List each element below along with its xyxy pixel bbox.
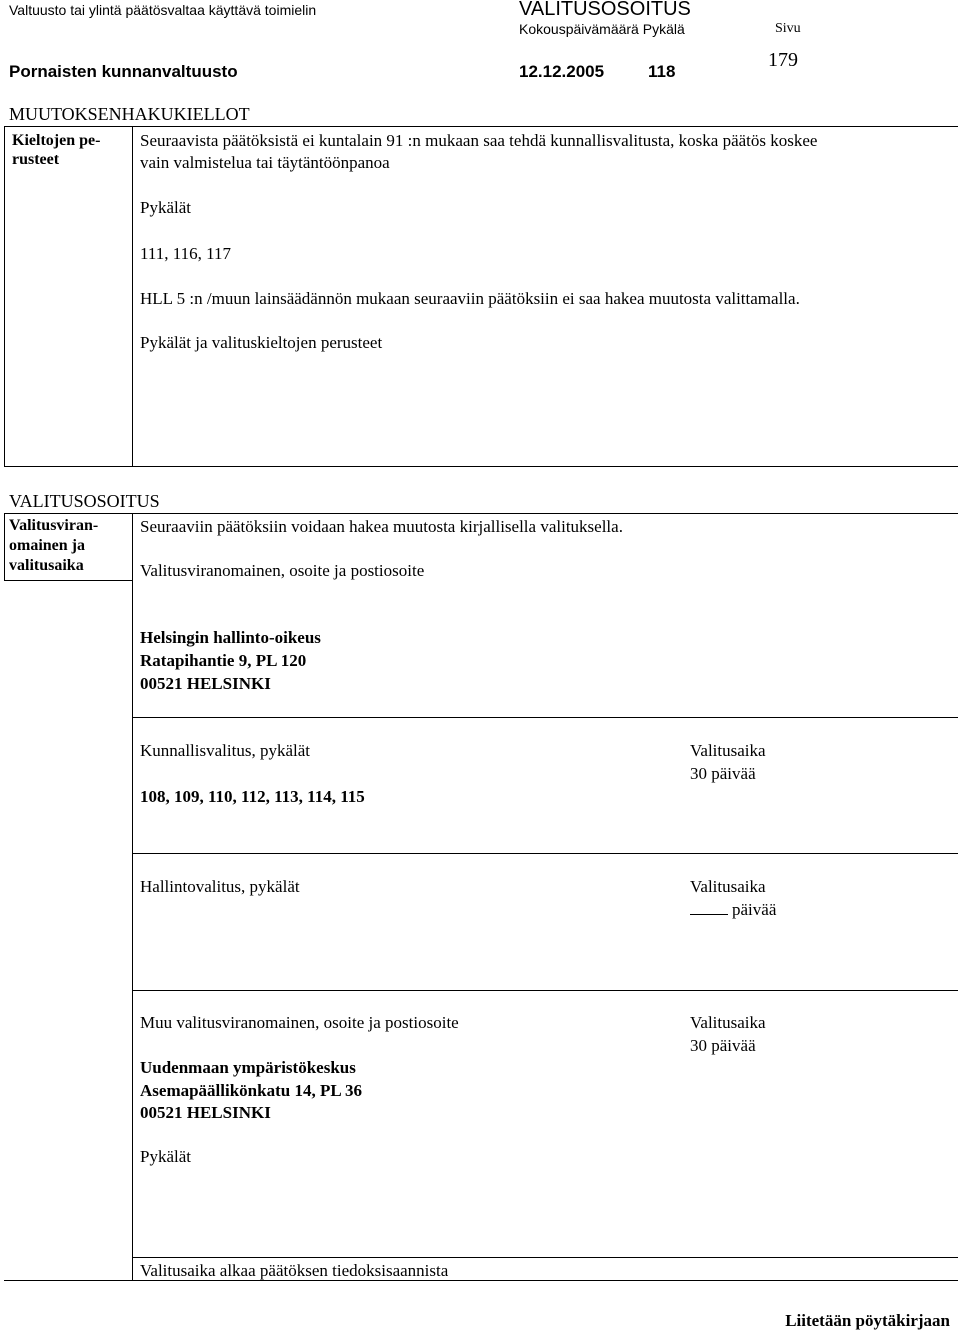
appeal-side-label-box-bottom	[4, 580, 133, 581]
prohibitions-column-divider	[132, 126, 133, 467]
other-block-top-border	[132, 990, 958, 991]
page-number: 179	[768, 49, 798, 71]
admin-block-top-border	[132, 853, 958, 854]
appeal-heading: VALITUSOSOITUS	[9, 491, 160, 511]
appeal-column-divider	[132, 513, 133, 1281]
prohibitions-sections-value: 111, 116, 117	[140, 244, 231, 263]
other-authority-label: Muu valitusviranomainen, osoite ja postiosoite	[140, 1013, 459, 1032]
municipal-appeal-label: Kunnallisvalitus, pykälät	[140, 741, 310, 760]
municipal-time-value: 30 päivää	[690, 764, 756, 783]
other-authority-street: Asemapäällikönkatu 14, PL 36	[140, 1081, 362, 1100]
authority-city: 00521 HELSINKI	[140, 674, 271, 693]
prohibitions-intro-line-2: vain valmistelua tai täytäntöönpanoa	[140, 153, 390, 172]
appeal-side-label-2: omainen ja	[9, 537, 85, 554]
other-time-value: 30 päivää	[690, 1036, 756, 1055]
prohibitions-left-border	[4, 126, 5, 467]
appeal-side-label-3: valitusaika	[9, 557, 84, 574]
municipal-block-top-border	[132, 717, 958, 718]
prohibitions-sections-label: Pykälät	[140, 198, 191, 217]
organ-type-label: Valtuusto tai ylintä päätösvaltaa käyttävä toimielin	[9, 2, 317, 18]
other-time-label: Valitusaika	[690, 1013, 766, 1032]
prohibitions-top-border	[4, 126, 958, 127]
document-title: VALITUSOSOITUS	[519, 0, 691, 20]
other-authority-city: 00521 HELSINKI	[140, 1103, 271, 1122]
admin-appeal-label: Hallintovalitus, pykälät	[140, 877, 300, 896]
other-sections-label: Pykälät	[140, 1147, 191, 1166]
admin-time-row	[690, 900, 776, 920]
prohibitions-side-label-2: rusteet	[12, 151, 60, 168]
prohibitions-heading: MUUTOKSENHAKUKIELLOT	[9, 104, 250, 124]
authority-label: Valitusviranomainen, osoite ja postiosoite	[140, 561, 425, 580]
prohibitions-intro-line-1: Seuraavista päätöksistä ei kuntalain 91 :n mukaan saa tehdä kunnallisvalitusta, koska päätös koskee	[140, 131, 818, 150]
hll-statement: HLL 5 :n /muun lainsäädännön mukaan seuraaviin päätöksiin ei saa hakea muutosta valittamalla.	[140, 289, 800, 308]
section-number: 118	[648, 62, 676, 81]
authority-street: Ratapihantie 9, PL 120	[140, 651, 307, 670]
appeal-side-label-1: Valitusviran-	[9, 517, 99, 534]
admin-time-label: Valitusaika	[690, 877, 766, 896]
page-label: Sivu	[775, 21, 801, 36]
sections-grounds-label: Pykälät ja valituskieltojen perusteet	[140, 333, 383, 352]
appeal-intro: Seuraaviin päätöksiin voidaan hakea muutosta kirjallisella valituksella.	[140, 517, 623, 536]
municipal-time-label: Valitusaika	[690, 741, 766, 760]
authority-name: Helsingin hallinto-oikeus	[140, 628, 321, 647]
prohibitions-side-label-1: Kieltojen pe-	[12, 132, 101, 149]
appeal-top-border	[4, 513, 958, 514]
time-start-top-border	[132, 1257, 958, 1258]
admin-time-value: päivää	[732, 900, 777, 919]
body-name: Pornaisten kunnanvaltuusto	[9, 62, 238, 81]
attachment-note: Liitetään pöytäkirjaan	[785, 1311, 950, 1330]
meeting-date: 12.12.2005	[519, 62, 605, 81]
other-authority-name: Uudenmaan ympäristökeskus	[140, 1058, 356, 1077]
prohibitions-bottom-border	[4, 466, 958, 467]
municipal-appeal-sections: 108, 109, 110, 112, 113, 114, 115	[140, 787, 365, 806]
time-start-note: Valitusaika alkaa päätöksen tiedoksisaannista	[140, 1261, 449, 1280]
admin-time-blank	[690, 900, 728, 915]
appeal-left-border	[4, 513, 5, 581]
meeting-date-section-label: Kokouspäivämäärä Pykälä	[519, 21, 685, 37]
